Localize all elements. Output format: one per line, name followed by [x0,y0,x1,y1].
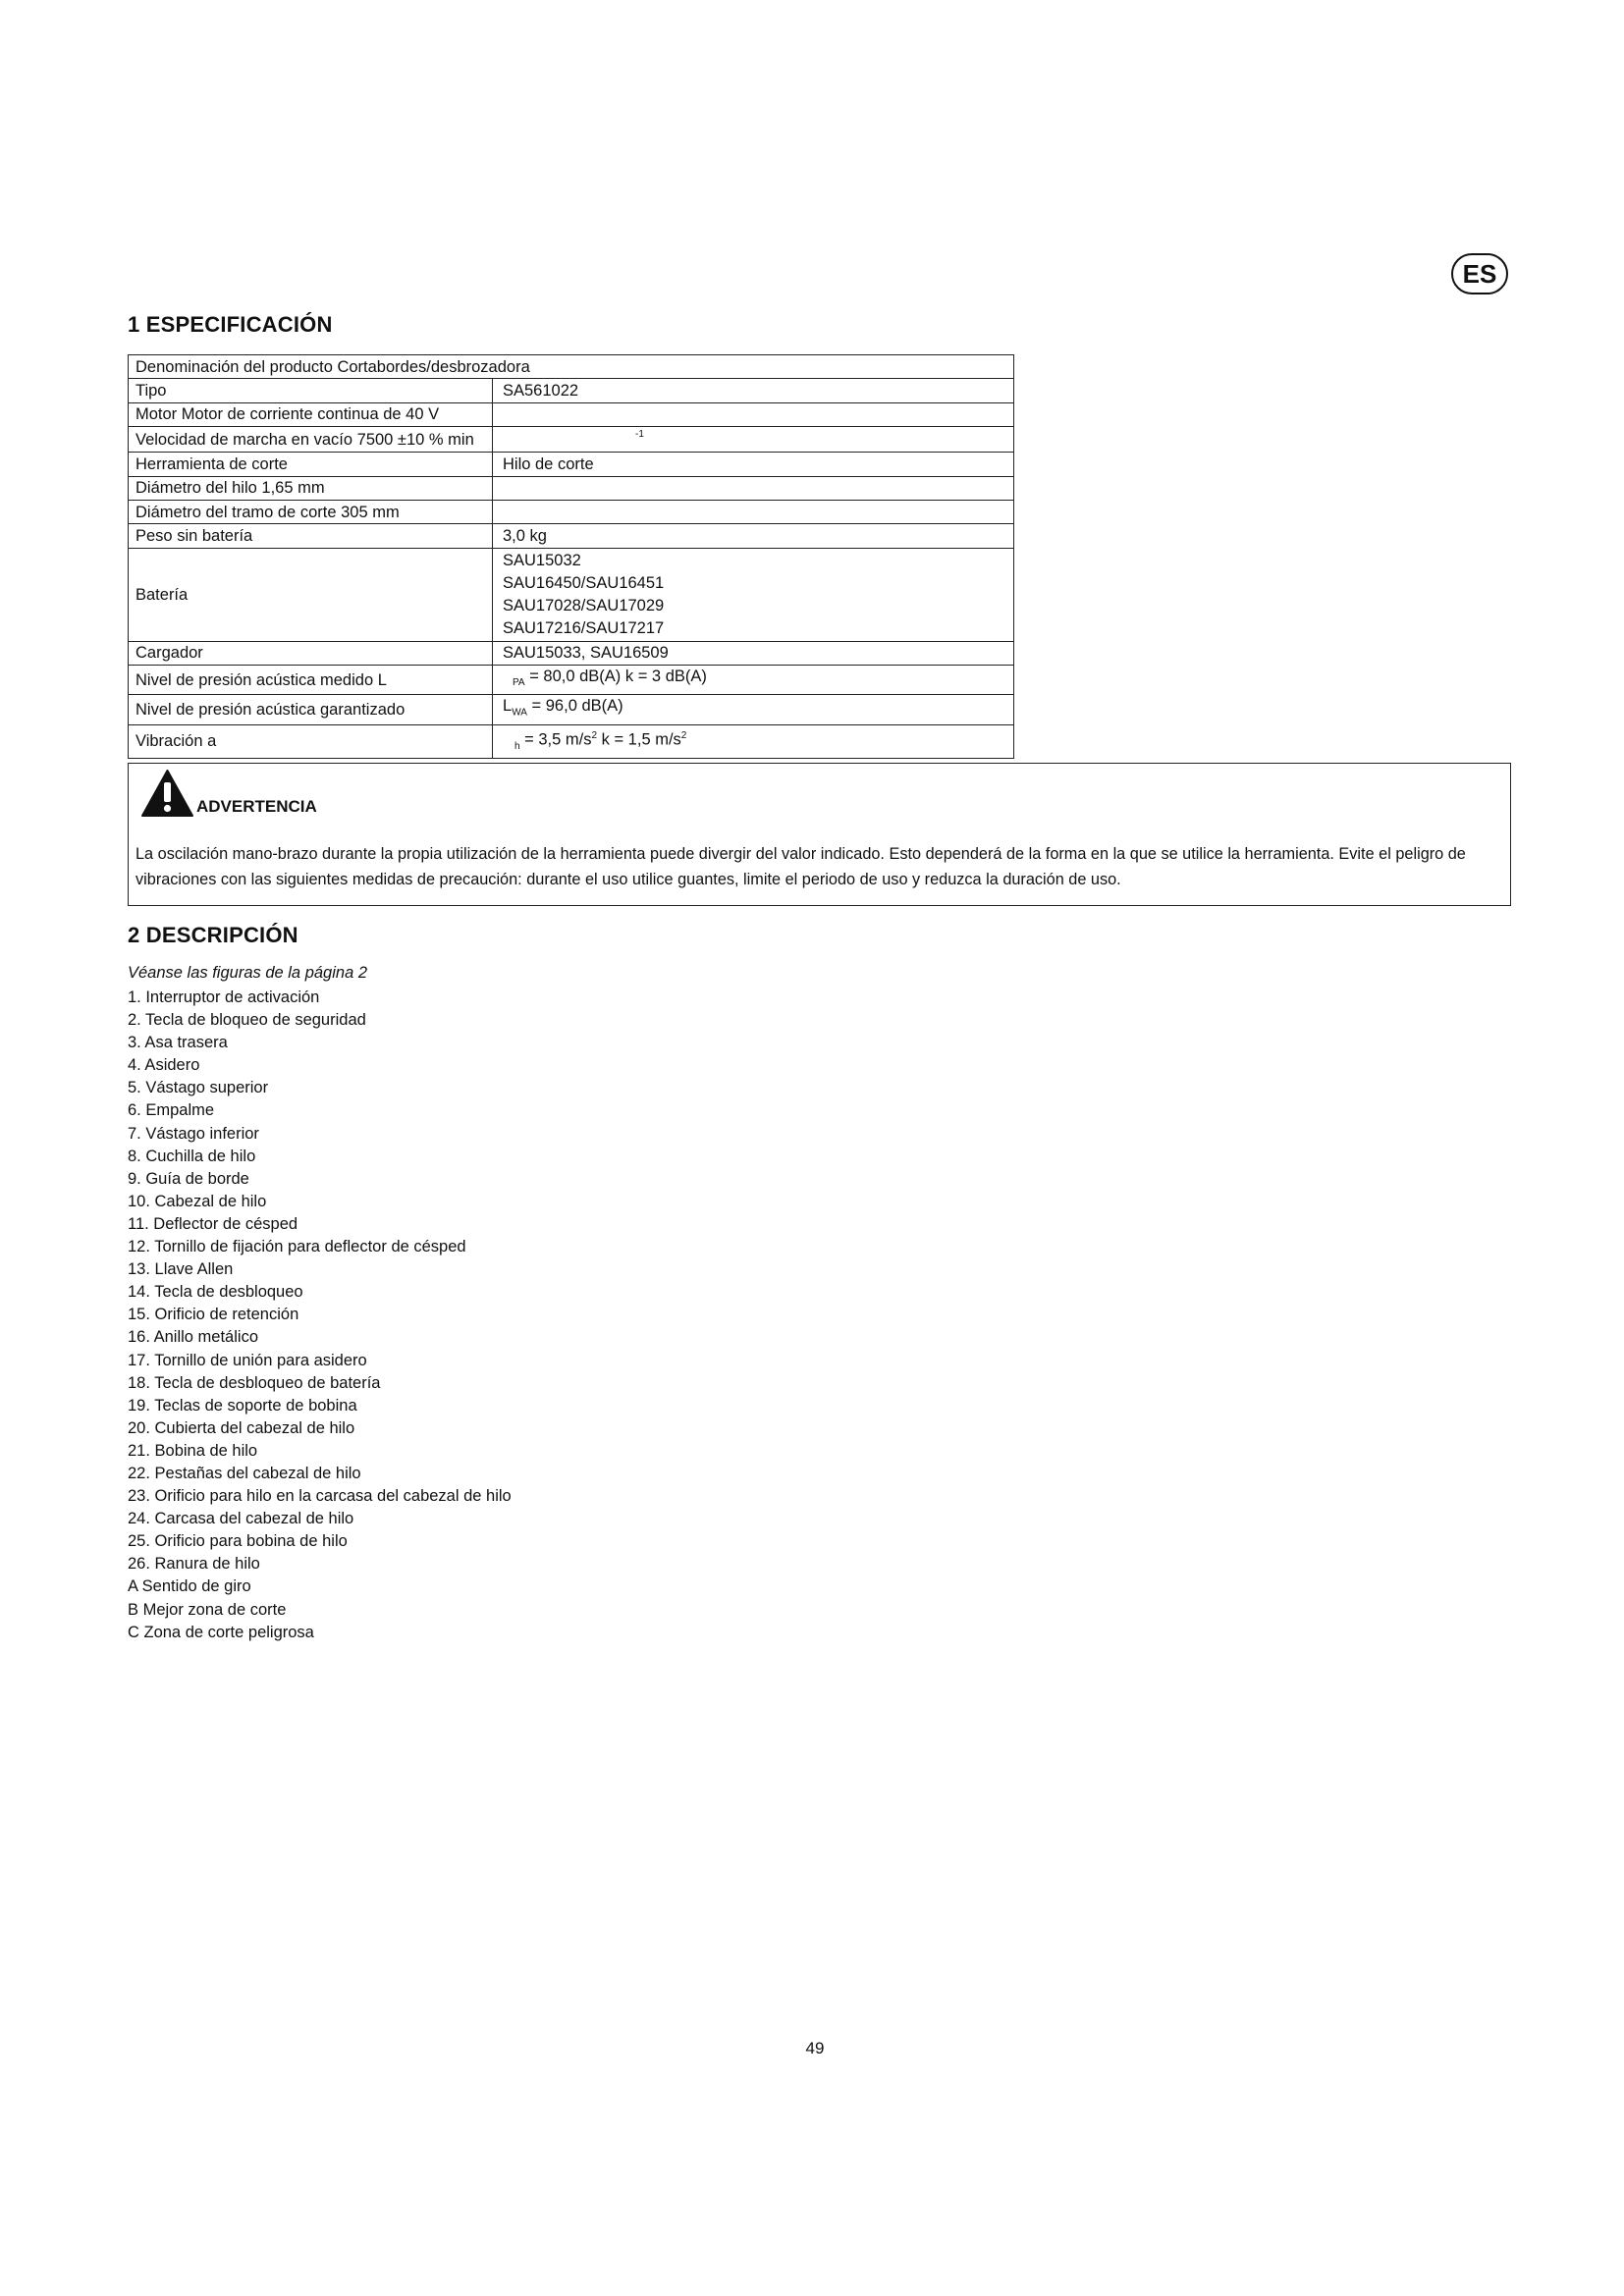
spec-label: Herramienta de corte [129,453,493,476]
spec-row [129,402,1014,426]
spec-value [493,476,1014,500]
spec-value [493,500,1014,523]
spec-label: Peso sin batería [129,524,493,548]
spec-value-text: = 96,0 dB(A) [531,697,623,716]
parts-list-item: 15. Orificio de retención [128,1306,299,1324]
spec-label: Nivel de presión acústica garantizado [129,695,493,724]
spec-superscript: 2 [680,729,687,741]
spec-value-text: k = 1,5 m/s [597,730,681,749]
parts-list-item: 22. Pestañas del cabezal de hilo [128,1464,361,1482]
parts-list-item: 12. Tornillo de fijación para deflector de césped [128,1238,466,1256]
spec-value: Hilo de corte [493,453,1014,476]
spec-prefix: L [503,697,513,716]
spec-row [129,548,1014,641]
figure-reference-note: Véanse las figuras de la página 2 [128,964,368,982]
spec-subscript: WA [512,707,527,719]
spec-label: Tipo [129,379,493,402]
spec-value-list [493,548,1014,641]
page-number: 49 [805,2039,825,2057]
spec-row [129,355,1014,379]
parts-list-item: 11. Deflector de césped [128,1214,298,1233]
parts-list-item: 20. Cubierta del cabezal de hilo [128,1418,355,1437]
spec-subscript: h [514,740,520,752]
parts-list-item: 8. Cuchilla de hilo [128,1147,256,1165]
spec-value-text: = 80,0 dB(A) k = 3 dB(A) [529,667,707,686]
parts-list [128,987,512,1644]
language-badge [1451,253,1508,294]
parts-list-item: 13. Llave Allen [128,1260,234,1279]
parts-list-item: B Mejor zona de corte [128,1600,287,1619]
spec-label: Vibración a [129,724,493,758]
parts-list-item: 6. Empalme [128,1101,215,1120]
warning-triangle-icon [140,769,194,818]
spec-subscript: PA [513,677,525,689]
spec-row [129,476,1014,500]
battery-model: SAU17028/SAU17029 [503,596,665,614]
battery-model: SAU16450/SAU16451 [503,573,665,592]
spec-value [493,427,1014,453]
spec-row [129,500,1014,523]
spec-row [129,641,1014,665]
spec-row [129,724,1014,758]
parts-list-item: 19. Teclas de soporte de bobina [128,1396,357,1415]
spec-value [493,724,1014,758]
spec-label: Nivel de presión acústica medido L [129,666,493,695]
spec-value: SA561022 [493,379,1014,402]
spec-row [129,427,1014,453]
parts-list-item: 2. Tecla de bloqueo de seguridad [128,1011,366,1030]
parts-list-item: 14. Tecla de desbloqueo [128,1283,303,1302]
parts-list-item: 26. Ranura de hilo [128,1555,260,1574]
section-1-title: 1 ESPECIFICACIÓN [128,312,333,337]
parts-list-item: 7. Vástago inferior [128,1124,259,1143]
parts-list-item: C Zona de corte peligrosa [128,1623,314,1641]
spec-value: 3,0 kg [493,524,1014,548]
parts-list-item: 16. Anillo metálico [128,1328,258,1347]
spec-label: Denominación del producto Cortabordes/desbrozadora [129,355,1014,379]
spec-row [129,666,1014,695]
spec-label: Diámetro del tramo de corte 305 mm [129,500,493,523]
spec-label: Motor Motor de corriente continua de 40 V [129,402,493,426]
parts-list-item: 1. Interruptor de activación [128,988,320,1006]
warning-title: ADVERTENCIA [196,797,317,816]
parts-list-item: 9. Guía de borde [128,1169,249,1188]
parts-list-item: 5. Vástago superior [128,1079,269,1097]
spec-row [129,524,1014,548]
parts-list-item: 3. Asa trasera [128,1034,228,1052]
spec-value [493,402,1014,426]
spec-row [129,695,1014,724]
language-badge-label: ES [1462,258,1497,289]
rpm-exponent: -1 [635,429,644,441]
parts-list-item: 10. Cabezal de hilo [128,1192,267,1210]
section-2-title: 2 DESCRIPCIÓN [128,923,298,947]
spec-superscript: 2 [591,729,598,741]
spec-label: Cargador [129,641,493,665]
battery-model: SAU15032 [503,551,581,569]
battery-model: SAU17216/SAU17217 [503,618,665,637]
parts-list-item: 18. Tecla de desbloqueo de batería [128,1373,381,1392]
spec-value-text: = 3,5 m/s [524,730,592,749]
spec-value [493,666,1014,695]
specification-table [128,354,1014,759]
parts-list-item: 23. Orificio para hilo en la carcasa del cabezal de hilo [128,1487,512,1506]
spec-row [129,379,1014,402]
spec-label: Batería [129,548,493,641]
spec-label: Velocidad de marcha en vacío 7500 ±10 % min [129,427,493,453]
parts-list-item: 21. Bobina de hilo [128,1441,258,1460]
spec-value [493,695,1014,724]
spec-row [129,453,1014,476]
warning-text: La oscilación mano-brazo durante la propia utilización de la herramienta puede divergir del valor indicado. Esto dependerá de la forma en la que se utilice la herramienta. Evite el peligro de vibraciones con las siguientes medidas de precaución: durante el uso utilice guantes, limite el periodo de uso y reduzca la duración de uso. [135,845,1466,888]
parts-list-item: 25. Orificio para bobina de hilo [128,1532,348,1551]
parts-list-item: A Sentido de giro [128,1577,251,1596]
spec-value: SAU15033, SAU16509 [493,641,1014,665]
spec-label: Diámetro del hilo 1,65 mm [129,476,493,500]
parts-list-item: 24. Carcasa del cabezal de hilo [128,1510,354,1528]
parts-list-item: 17. Tornillo de unión para asidero [128,1351,367,1369]
parts-list-item: 4. Asidero [128,1056,200,1075]
